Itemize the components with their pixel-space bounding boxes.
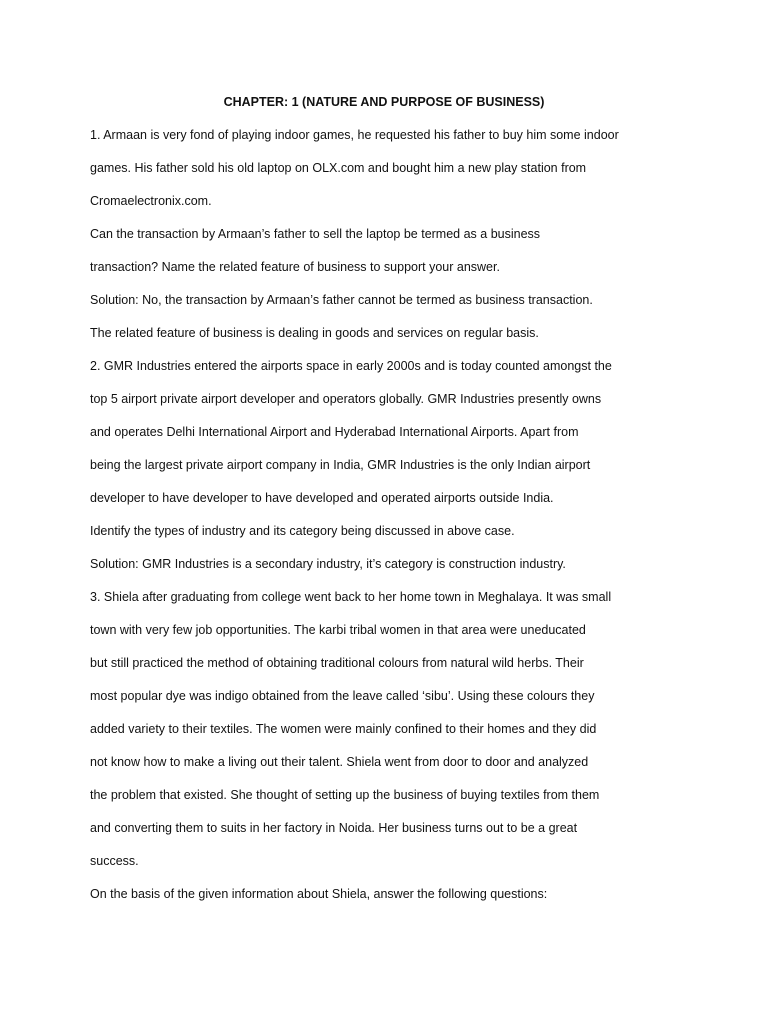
text-line: transaction? Name the related feature of business to support your answer. (90, 260, 500, 274)
text-line: but still practiced the method of obtaining traditional colours from natural wild herbs. Their (90, 656, 584, 670)
text-line: added variety to their textiles. The women were mainly confined to their homes and they did (90, 722, 597, 736)
text-line: games. His father sold his old laptop on OLX.com and bought him a new play station from (90, 161, 587, 175)
text-line: Solution: GMR Industries is a secondary industry, it’s category is construction industry. (90, 557, 566, 571)
text-line: 1. Armaan is very fond of playing indoor games, he requested his father to buy him some indoor (90, 128, 619, 142)
text-line: being the largest private airport company in India, GMR Industries is the only Indian airport (90, 458, 591, 472)
text-line: and operates Delhi International Airport and Hyderabad International Airports. Apart from (90, 425, 579, 439)
text-line: Identify the types of industry and its category being discussed in above case. (90, 524, 515, 538)
text-line: developer to have developer to have developed and operated airports outside India. (90, 491, 554, 505)
document-body (90, 125, 650, 917)
text-line: the problem that existed. She thought of setting up the business of buying textiles from them (90, 788, 600, 802)
chapter-heading: CHAPTER: 1 (NATURE AND PURPOSE OF BUSINESS) (223, 95, 545, 109)
text-line: Solution: No, the transaction by Armaan’s father cannot be termed as business transaction. (90, 293, 593, 307)
text-line: town with very few job opportunities. The karbi tribal women in that area were uneducated (90, 623, 586, 637)
text-line: not know how to make a living out their talent. Shiela went from door to door and analyzed (90, 755, 589, 769)
text-line: Cromaelectronix.com. (90, 194, 212, 208)
text-line: On the basis of the given information about Shiela, answer the following questions: (90, 887, 548, 901)
text-line: top 5 airport private airport developer and operators globally. GMR Industries presently owns (90, 392, 602, 406)
text-line: 3. Shiela after graduating from college went back to her home town in Meghalaya. It was small (90, 590, 612, 604)
text-line: most popular dye was indigo obtained from the leave called ‘sibu’. Using these colours they (90, 689, 595, 703)
text-line: The related feature of business is dealing in goods and services on regular basis. (90, 326, 539, 340)
text-line: Can the transaction by Armaan’s father to sell the laptop be termed as a business (90, 227, 541, 241)
text-line: and converting them to suits in her factory in Noida. Her business turns out to be a great (90, 821, 578, 835)
text-line: success. (90, 854, 139, 868)
text-line: 2. GMR Industries entered the airports space in early 2000s and is today counted amongst the (90, 359, 612, 373)
